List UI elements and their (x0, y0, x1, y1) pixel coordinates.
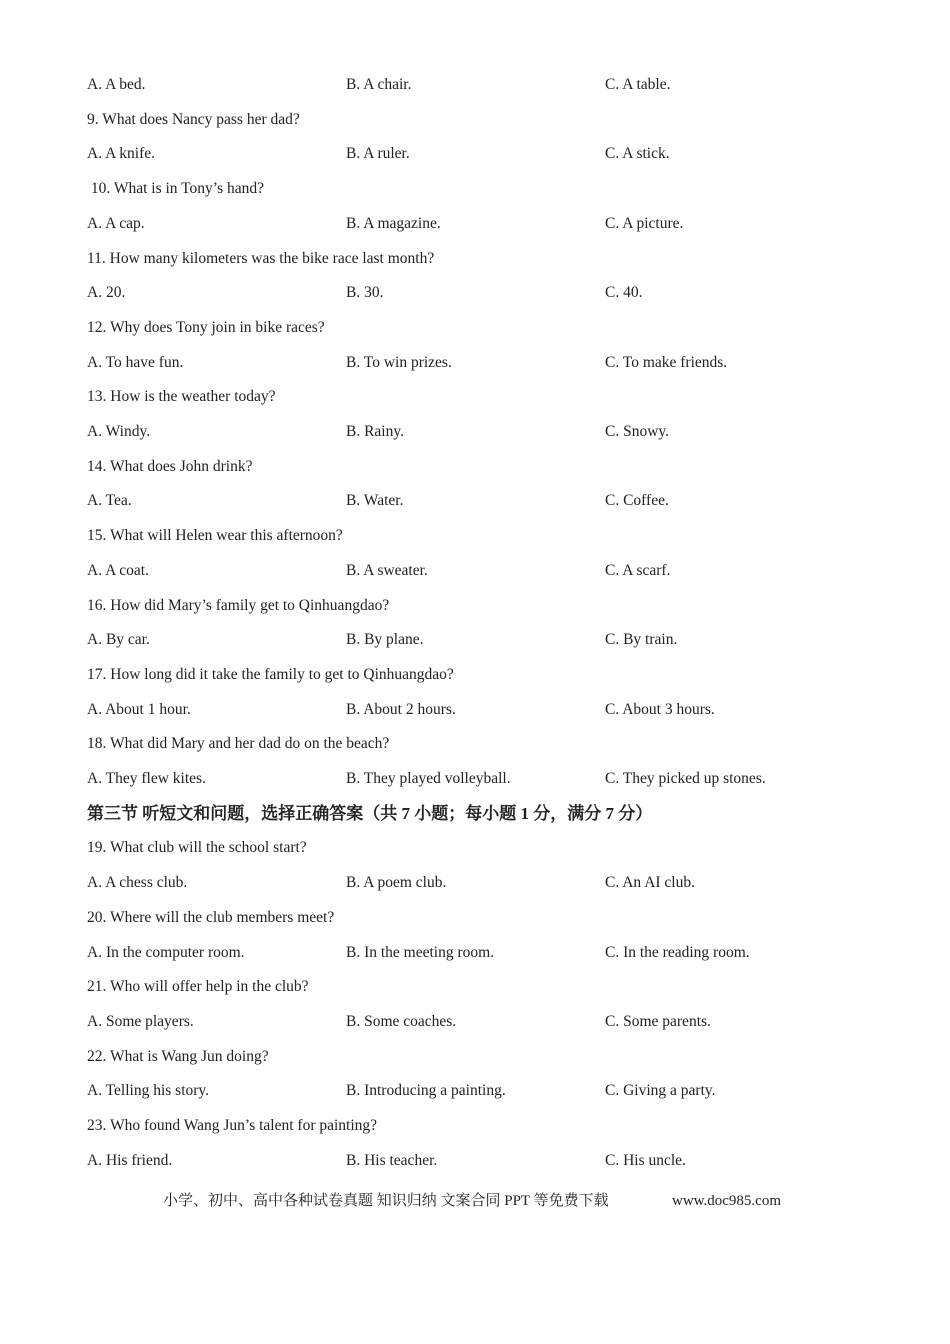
option-b[interactable]: B. A ruler. (346, 145, 410, 162)
option-b[interactable]: B. By plane. (346, 631, 424, 648)
options-row (0, 558, 950, 584)
question-row (0, 974, 950, 1000)
options-row (0, 350, 950, 376)
question-row (0, 176, 950, 202)
option-c[interactable]: C. A table. (605, 76, 671, 93)
question-text: 21. Who will offer help in the club? (87, 978, 309, 995)
options-row (0, 280, 950, 306)
option-c[interactable]: C. A stick. (605, 145, 670, 162)
question-text: 22. What is Wang Jun doing? (87, 1048, 269, 1065)
option-c[interactable]: C. Some parents. (605, 1013, 711, 1030)
question-row (0, 1113, 950, 1139)
option-c[interactable]: C. Coffee. (605, 492, 669, 509)
option-b[interactable]: B. About 2 hours. (346, 701, 456, 718)
question-row (0, 107, 950, 133)
option-b[interactable]: B. In the meeting room. (346, 944, 495, 961)
option-a[interactable]: A. 20. (87, 284, 126, 301)
option-a[interactable]: A. Tea. (87, 492, 132, 509)
options-row (0, 419, 950, 445)
question-row (0, 384, 950, 410)
question-text: 13. How is the weather today? (87, 388, 276, 405)
option-b[interactable]: B. Rainy. (346, 423, 404, 440)
option-a[interactable]: A. In the computer room. (87, 944, 245, 961)
option-c[interactable]: C. Snowy. (605, 423, 670, 440)
option-a[interactable]: A. A chess club. (87, 874, 188, 891)
option-a[interactable]: A. About 1 hour. (87, 701, 191, 718)
option-b[interactable]: B. To win prizes. (346, 354, 452, 371)
section-heading: 第三节 听短文和问题，选择正确答案（共 7 小题；每小题 1 分，满分 7 分） (87, 804, 653, 823)
option-b[interactable]: B. 30. (346, 284, 384, 301)
option-b[interactable]: B. A sweater. (346, 562, 428, 579)
question-row (0, 593, 950, 619)
option-a[interactable]: A. A knife. (87, 145, 156, 162)
option-c[interactable]: C. His uncle. (605, 1152, 686, 1169)
option-c[interactable]: C. By train. (605, 631, 678, 648)
options-row (0, 627, 950, 653)
option-a[interactable]: A. Windy. (87, 423, 151, 440)
options-row (0, 697, 950, 723)
question-text: 9. What does Nancy pass her dad? (87, 111, 300, 128)
option-b[interactable]: B. A chair. (346, 76, 412, 93)
question-row (0, 246, 950, 272)
option-b[interactable]: B. Some coaches. (346, 1013, 457, 1030)
option-c[interactable]: C. To make friends. (605, 354, 728, 371)
option-b[interactable]: B. They played volleyball. (346, 770, 511, 787)
option-b[interactable]: B. A magazine. (346, 215, 441, 232)
question-text: 14. What does John drink? (87, 458, 253, 475)
question-text: 20. Where will the club members meet? (87, 909, 335, 926)
options-row (0, 1009, 950, 1035)
option-c[interactable]: C. They picked up stones. (605, 770, 766, 787)
question-text: 23. Who found Wang Jun’s talent for painting? (87, 1117, 378, 1134)
option-c[interactable]: C. An AI club. (605, 874, 695, 891)
section-heading-row (0, 801, 950, 827)
option-c[interactable]: C. In the reading room. (605, 944, 750, 961)
option-a[interactable]: A. By car. (87, 631, 150, 648)
footer-url[interactable]: www.doc985.com (672, 1193, 782, 1209)
option-c[interactable]: C. About 3 hours. (605, 701, 715, 718)
question-row (0, 1044, 950, 1070)
option-a[interactable]: A. A cap. (87, 215, 145, 232)
options-row (0, 141, 950, 167)
option-a[interactable]: A. A bed. (87, 76, 146, 93)
question-text: 11. How many kilometers was the bike race last month? (87, 250, 435, 267)
question-text: 12. Why does Tony join in bike races? (87, 319, 325, 336)
option-a[interactable]: A. A coat. (87, 562, 149, 579)
option-b[interactable]: B. Water. (346, 492, 404, 509)
options-row (0, 766, 950, 792)
options-row (0, 1148, 950, 1174)
question-text: 17. How long did it take the family to get to Qinhuangdao? (87, 666, 454, 683)
option-a[interactable]: A. They flew kites. (87, 770, 206, 787)
question-row (0, 662, 950, 688)
option-b[interactable]: B. A poem club. (346, 874, 447, 891)
question-text: 19. What club will the school start? (87, 839, 307, 856)
option-b[interactable]: B. His teacher. (346, 1152, 438, 1169)
option-a[interactable]: A. Telling his story. (87, 1082, 210, 1099)
question-row (0, 315, 950, 341)
options-row (0, 870, 950, 896)
option-b[interactable]: B. Introducing a painting. (346, 1082, 506, 1099)
question-row (0, 523, 950, 549)
question-row (0, 731, 950, 757)
options-row (0, 72, 950, 98)
option-c[interactable]: C. A picture. (605, 215, 684, 232)
options-row (0, 940, 950, 966)
options-row (0, 488, 950, 514)
question-text: 10. What is in Tony’s hand? (87, 180, 265, 197)
question-row (0, 454, 950, 480)
options-row (0, 1078, 950, 1104)
question-text: 16. How did Mary’s family get to Qinhuangdao? (87, 597, 390, 614)
option-c[interactable]: C. 40. (605, 284, 643, 301)
question-text: 18. What did Mary and her dad do on the beach? (87, 735, 390, 752)
question-row (0, 905, 950, 931)
option-a[interactable]: A. Some players. (87, 1013, 194, 1030)
question-text: 15. What will Helen wear this afternoon? (87, 527, 343, 544)
option-c[interactable]: C. Giving a party. (605, 1082, 716, 1099)
option-a[interactable]: A. His friend. (87, 1152, 173, 1169)
option-c[interactable]: C. A scarf. (605, 562, 671, 579)
question-row (0, 835, 950, 861)
option-a[interactable]: A. To have fun. (87, 354, 184, 371)
options-row (0, 211, 950, 237)
footer-text: 小学、初中、高中各种试卷真题 知识归纳 文案合同 PPT 等免费下载 (163, 1193, 609, 1209)
